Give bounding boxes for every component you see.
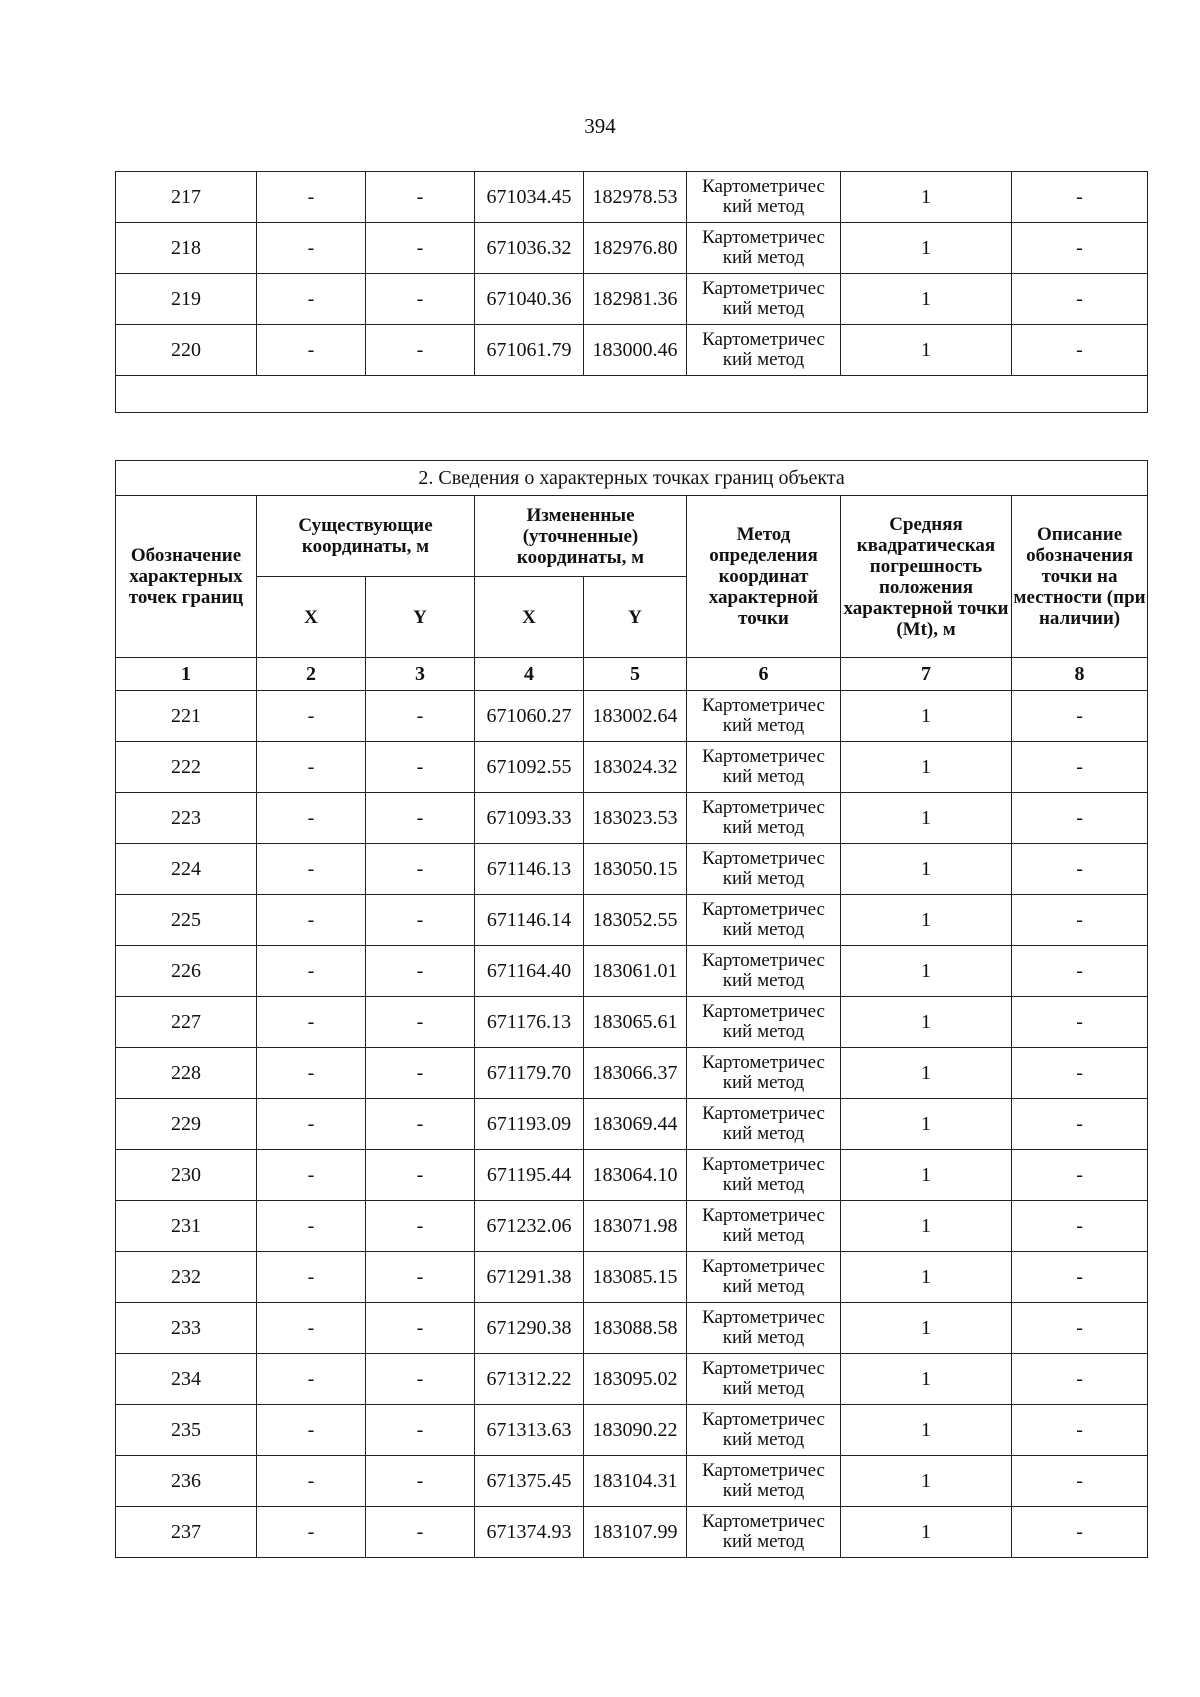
method-text: Картометричес xyxy=(702,278,825,299)
existing-x-cell: - xyxy=(257,223,366,274)
boundary-points-table xyxy=(115,460,1148,1558)
table-row xyxy=(116,997,1148,1048)
method-text: Картометричес xyxy=(702,1358,825,1379)
point-label-cell: 219 xyxy=(116,274,257,325)
mt-cell: 1 xyxy=(841,1048,1012,1099)
description-cell: - xyxy=(1012,1150,1148,1201)
changed-x-cell: 671176.13 xyxy=(475,997,584,1048)
method-cell xyxy=(687,742,841,793)
method-text: кий метод xyxy=(722,970,805,991)
point-label-cell: 230 xyxy=(116,1150,257,1201)
point-label-cell: 233 xyxy=(116,1303,257,1354)
changed-x-cell: 671312.22 xyxy=(475,1354,584,1405)
changed-x-cell: 671093.33 xyxy=(475,793,584,844)
method-cell xyxy=(687,274,841,325)
table-row xyxy=(116,172,1148,223)
existing-x-cell: - xyxy=(257,895,366,946)
table-row xyxy=(116,1150,1148,1201)
empty-row xyxy=(116,376,1148,413)
existing-y-cell: - xyxy=(366,1201,475,1252)
header-existing-x: X xyxy=(257,577,366,658)
point-label-cell: 232 xyxy=(116,1252,257,1303)
description-cell: - xyxy=(1012,895,1148,946)
existing-x-cell: - xyxy=(257,844,366,895)
point-label-cell: 220 xyxy=(116,325,257,376)
method-text: кий метод xyxy=(722,1378,805,1399)
header-changed-x: X xyxy=(475,577,584,658)
changed-x-cell: 671040.36 xyxy=(475,274,584,325)
existing-x-cell: - xyxy=(257,1405,366,1456)
mt-cell: 1 xyxy=(841,1405,1012,1456)
description-cell: - xyxy=(1012,1507,1148,1558)
method-cell xyxy=(687,325,841,376)
description-cell: - xyxy=(1012,946,1148,997)
table-row xyxy=(116,1507,1148,1558)
header-point: Обозначение характерных точек границ xyxy=(116,496,257,658)
table-row xyxy=(116,1099,1148,1150)
changed-x-cell: 671291.38 xyxy=(475,1252,584,1303)
header-method: Метод определения координат характерной точки xyxy=(687,496,841,658)
point-label-cell: 218 xyxy=(116,223,257,274)
method-cell xyxy=(687,1048,841,1099)
changed-x-cell: 671034.45 xyxy=(475,172,584,223)
existing-x-cell: - xyxy=(257,1048,366,1099)
existing-y-cell: - xyxy=(366,1150,475,1201)
method-text: Картометричес xyxy=(702,797,825,818)
mt-cell: 1 xyxy=(841,1354,1012,1405)
changed-y-cell: 183065.61 xyxy=(584,997,687,1048)
mt-cell: 1 xyxy=(841,325,1012,376)
header-existing-coords: Существующие координаты, м xyxy=(257,496,475,577)
point-label-cell: 227 xyxy=(116,997,257,1048)
changed-y-cell: 183107.99 xyxy=(584,1507,687,1558)
table-row xyxy=(116,1252,1148,1303)
changed-y-cell: 182981.36 xyxy=(584,274,687,325)
point-label-cell: 225 xyxy=(116,895,257,946)
table-row xyxy=(116,691,1148,742)
method-text: кий метод xyxy=(722,196,805,217)
coordinates-table-continued xyxy=(115,171,1148,413)
changed-x-cell: 671164.40 xyxy=(475,946,584,997)
description-cell: - xyxy=(1012,793,1148,844)
description-cell: - xyxy=(1012,844,1148,895)
existing-x-cell: - xyxy=(257,1354,366,1405)
existing-y-cell: - xyxy=(366,1048,475,1099)
method-cell xyxy=(687,691,841,742)
existing-x-cell: - xyxy=(257,1150,366,1201)
description-cell: - xyxy=(1012,1048,1148,1099)
changed-x-cell: 671092.55 xyxy=(475,742,584,793)
changed-y-cell: 183104.31 xyxy=(584,1456,687,1507)
method-text: кий метод xyxy=(722,1174,805,1195)
existing-x-cell: - xyxy=(257,274,366,325)
description-cell: - xyxy=(1012,1405,1148,1456)
method-text: Картометричес xyxy=(702,227,825,248)
existing-x-cell: - xyxy=(257,946,366,997)
mt-cell: 1 xyxy=(841,223,1012,274)
table-row xyxy=(116,1405,1148,1456)
method-text: кий метод xyxy=(722,1225,805,1246)
table-row xyxy=(116,1303,1148,1354)
existing-x-cell: - xyxy=(257,1456,366,1507)
method-cell xyxy=(687,1456,841,1507)
method-text: Картометричес xyxy=(702,1409,825,1430)
existing-y-cell: - xyxy=(366,793,475,844)
method-cell xyxy=(687,1252,841,1303)
column-number: 8 xyxy=(1012,658,1148,691)
changed-x-cell: 671313.63 xyxy=(475,1405,584,1456)
table-row xyxy=(116,274,1148,325)
changed-y-cell: 183050.15 xyxy=(584,844,687,895)
description-cell: - xyxy=(1012,1099,1148,1150)
changed-y-cell: 183090.22 xyxy=(584,1405,687,1456)
changed-y-cell: 183095.02 xyxy=(584,1354,687,1405)
table-row xyxy=(116,325,1148,376)
description-cell: - xyxy=(1012,172,1148,223)
section-title: 2. Сведения о характерных точках границ объекта xyxy=(116,461,1148,496)
mt-cell: 1 xyxy=(841,1456,1012,1507)
method-text: кий метод xyxy=(722,1072,805,1093)
method-text: Картометричес xyxy=(702,329,825,350)
method-text: кий метод xyxy=(722,1429,805,1450)
method-cell xyxy=(687,946,841,997)
table-row xyxy=(116,946,1148,997)
description-cell: - xyxy=(1012,325,1148,376)
method-cell xyxy=(687,1150,841,1201)
existing-y-cell: - xyxy=(366,1099,475,1150)
point-label-cell: 237 xyxy=(116,1507,257,1558)
top-table-body xyxy=(116,172,1148,376)
existing-y-cell: - xyxy=(366,1252,475,1303)
mt-cell: 1 xyxy=(841,1099,1012,1150)
point-label-cell: 236 xyxy=(116,1456,257,1507)
changed-x-cell: 671375.45 xyxy=(475,1456,584,1507)
method-text: кий метод xyxy=(722,349,805,370)
method-text: Картометричес xyxy=(702,1460,825,1481)
method-text: Картометричес xyxy=(702,695,825,716)
changed-y-cell: 183061.01 xyxy=(584,946,687,997)
changed-x-cell: 671060.27 xyxy=(475,691,584,742)
section-title-row xyxy=(116,461,1148,496)
description-cell: - xyxy=(1012,274,1148,325)
changed-x-cell: 671179.70 xyxy=(475,1048,584,1099)
existing-x-cell: - xyxy=(257,997,366,1048)
table-row xyxy=(116,1354,1148,1405)
changed-y-cell: 182978.53 xyxy=(584,172,687,223)
method-cell xyxy=(687,997,841,1048)
changed-y-cell: 183052.55 xyxy=(584,895,687,946)
method-cell xyxy=(687,844,841,895)
point-label-cell: 228 xyxy=(116,1048,257,1099)
mt-cell: 1 xyxy=(841,274,1012,325)
table-row xyxy=(116,1201,1148,1252)
column-number: 6 xyxy=(687,658,841,691)
table-row xyxy=(116,1048,1148,1099)
mt-cell: 1 xyxy=(841,1150,1012,1201)
point-label-cell: 221 xyxy=(116,691,257,742)
method-text: кий метод xyxy=(722,1327,805,1348)
header-existing-y: Y xyxy=(366,577,475,658)
existing-y-cell: - xyxy=(366,1507,475,1558)
method-text: кий метод xyxy=(722,817,805,838)
method-cell xyxy=(687,895,841,946)
mt-cell: 1 xyxy=(841,1507,1012,1558)
changed-x-cell: 671061.79 xyxy=(475,325,584,376)
existing-y-cell: - xyxy=(366,997,475,1048)
description-cell: - xyxy=(1012,691,1148,742)
existing-y-cell: - xyxy=(366,1405,475,1456)
changed-y-cell: 183064.10 xyxy=(584,1150,687,1201)
mt-cell: 1 xyxy=(841,742,1012,793)
changed-x-cell: 671232.06 xyxy=(475,1201,584,1252)
point-label-cell: 235 xyxy=(116,1405,257,1456)
table-row xyxy=(116,742,1148,793)
existing-y-cell: - xyxy=(366,325,475,376)
changed-y-cell: 183002.64 xyxy=(584,691,687,742)
mt-cell: 1 xyxy=(841,793,1012,844)
mt-cell: 1 xyxy=(841,844,1012,895)
table-row xyxy=(116,844,1148,895)
header-description: Описание обозначения точки на местности (при наличии) xyxy=(1012,496,1148,658)
table-row xyxy=(116,793,1148,844)
existing-x-cell: - xyxy=(257,793,366,844)
changed-y-cell: 183000.46 xyxy=(584,325,687,376)
column-number: 4 xyxy=(475,658,584,691)
description-cell: - xyxy=(1012,1201,1148,1252)
point-label-cell: 226 xyxy=(116,946,257,997)
changed-y-cell: 183088.58 xyxy=(584,1303,687,1354)
changed-y-cell: 183024.32 xyxy=(584,742,687,793)
method-cell xyxy=(687,1354,841,1405)
column-number: 3 xyxy=(366,658,475,691)
method-cell xyxy=(687,223,841,274)
existing-y-cell: - xyxy=(366,1354,475,1405)
method-text: кий метод xyxy=(722,715,805,736)
method-text: Картометричес xyxy=(702,1001,825,1022)
existing-x-cell: - xyxy=(257,1252,366,1303)
changed-x-cell: 671193.09 xyxy=(475,1099,584,1150)
method-text: кий метод xyxy=(722,919,805,940)
existing-x-cell: - xyxy=(257,742,366,793)
point-label-cell: 234 xyxy=(116,1354,257,1405)
changed-y-cell: 183066.37 xyxy=(584,1048,687,1099)
table-row xyxy=(116,223,1148,274)
existing-x-cell: - xyxy=(257,172,366,223)
description-cell: - xyxy=(1012,742,1148,793)
point-label-cell: 229 xyxy=(116,1099,257,1150)
changed-x-cell: 671146.13 xyxy=(475,844,584,895)
changed-x-cell: 671146.14 xyxy=(475,895,584,946)
column-number: 1 xyxy=(116,658,257,691)
method-text: Картометричес xyxy=(702,1103,825,1124)
existing-y-cell: - xyxy=(366,1456,475,1507)
existing-y-cell: - xyxy=(366,844,475,895)
mt-cell: 1 xyxy=(841,895,1012,946)
point-label-cell: 231 xyxy=(116,1201,257,1252)
method-text: кий метод xyxy=(722,1021,805,1042)
existing-x-cell: - xyxy=(257,691,366,742)
method-cell xyxy=(687,793,841,844)
mt-cell: 1 xyxy=(841,946,1012,997)
existing-x-cell: - xyxy=(257,1201,366,1252)
column-number-row xyxy=(116,658,1148,691)
method-text: кий метод xyxy=(722,247,805,268)
method-text: Картометричес xyxy=(702,176,825,197)
method-text: Картометричес xyxy=(702,1052,825,1073)
existing-x-cell: - xyxy=(257,1507,366,1558)
existing-y-cell: - xyxy=(366,895,475,946)
method-cell xyxy=(687,1099,841,1150)
existing-y-cell: - xyxy=(366,223,475,274)
column-number: 5 xyxy=(584,658,687,691)
table-row xyxy=(116,895,1148,946)
column-number: 7 xyxy=(841,658,1012,691)
changed-y-cell: 183085.15 xyxy=(584,1252,687,1303)
existing-y-cell: - xyxy=(366,742,475,793)
changed-y-cell: 183069.44 xyxy=(584,1099,687,1150)
method-text: кий метод xyxy=(722,766,805,787)
table-row xyxy=(116,1456,1148,1507)
existing-y-cell: - xyxy=(366,691,475,742)
method-text: кий метод xyxy=(722,298,805,319)
header-changed-coords: Измененные (уточненные) координаты, м xyxy=(475,496,687,577)
method-text: кий метод xyxy=(722,1480,805,1501)
method-text: Картометричес xyxy=(702,950,825,971)
changed-x-cell: 671290.38 xyxy=(475,1303,584,1354)
existing-y-cell: - xyxy=(366,946,475,997)
mt-cell: 1 xyxy=(841,997,1012,1048)
method-text: Картометричес xyxy=(702,1205,825,1226)
mt-cell: 1 xyxy=(841,691,1012,742)
existing-y-cell: - xyxy=(366,274,475,325)
description-cell: - xyxy=(1012,1354,1148,1405)
mt-cell: 1 xyxy=(841,1303,1012,1354)
method-text: Картометричес xyxy=(702,848,825,869)
existing-y-cell: - xyxy=(366,172,475,223)
mt-cell: 1 xyxy=(841,172,1012,223)
method-text: кий метод xyxy=(722,1276,805,1297)
page-number: 394 xyxy=(584,114,616,138)
method-text: Картометричес xyxy=(702,1307,825,1328)
method-text: Картометричес xyxy=(702,899,825,920)
point-label-cell: 223 xyxy=(116,793,257,844)
method-text: Картометричес xyxy=(702,746,825,767)
existing-x-cell: - xyxy=(257,1099,366,1150)
point-label-cell: 222 xyxy=(116,742,257,793)
column-number: 2 xyxy=(257,658,366,691)
changed-y-cell: 183023.53 xyxy=(584,793,687,844)
header-changed-y: Y xyxy=(584,577,687,658)
method-text: кий метод xyxy=(722,1531,805,1552)
method-text: Картометричес xyxy=(702,1154,825,1175)
method-cell xyxy=(687,1303,841,1354)
method-cell xyxy=(687,172,841,223)
existing-x-cell: - xyxy=(257,1303,366,1354)
method-cell xyxy=(687,1507,841,1558)
method-text: Картометричес xyxy=(702,1256,825,1277)
existing-y-cell: - xyxy=(366,1303,475,1354)
method-text: Картометричес xyxy=(702,1511,825,1532)
changed-y-cell: 182976.80 xyxy=(584,223,687,274)
changed-x-cell: 671036.32 xyxy=(475,223,584,274)
description-cell: - xyxy=(1012,1456,1148,1507)
description-cell: - xyxy=(1012,1252,1148,1303)
point-label-cell: 217 xyxy=(116,172,257,223)
method-cell xyxy=(687,1201,841,1252)
existing-x-cell: - xyxy=(257,325,366,376)
header-mt: Средняя квадратическая погрешность положения характерной точки (Mt), м xyxy=(841,496,1012,658)
description-cell: - xyxy=(1012,997,1148,1048)
method-text: кий метод xyxy=(722,868,805,889)
changed-x-cell: 671374.93 xyxy=(475,1507,584,1558)
mt-cell: 1 xyxy=(841,1252,1012,1303)
changed-y-cell: 183071.98 xyxy=(584,1201,687,1252)
description-cell: - xyxy=(1012,223,1148,274)
header-row-1 xyxy=(116,496,1148,577)
changed-x-cell: 671195.44 xyxy=(475,1150,584,1201)
method-text: кий метод xyxy=(722,1123,805,1144)
mt-cell: 1 xyxy=(841,1201,1012,1252)
method-cell xyxy=(687,1405,841,1456)
point-label-cell: 224 xyxy=(116,844,257,895)
description-cell: - xyxy=(1012,1303,1148,1354)
main-table-body xyxy=(116,691,1148,1558)
